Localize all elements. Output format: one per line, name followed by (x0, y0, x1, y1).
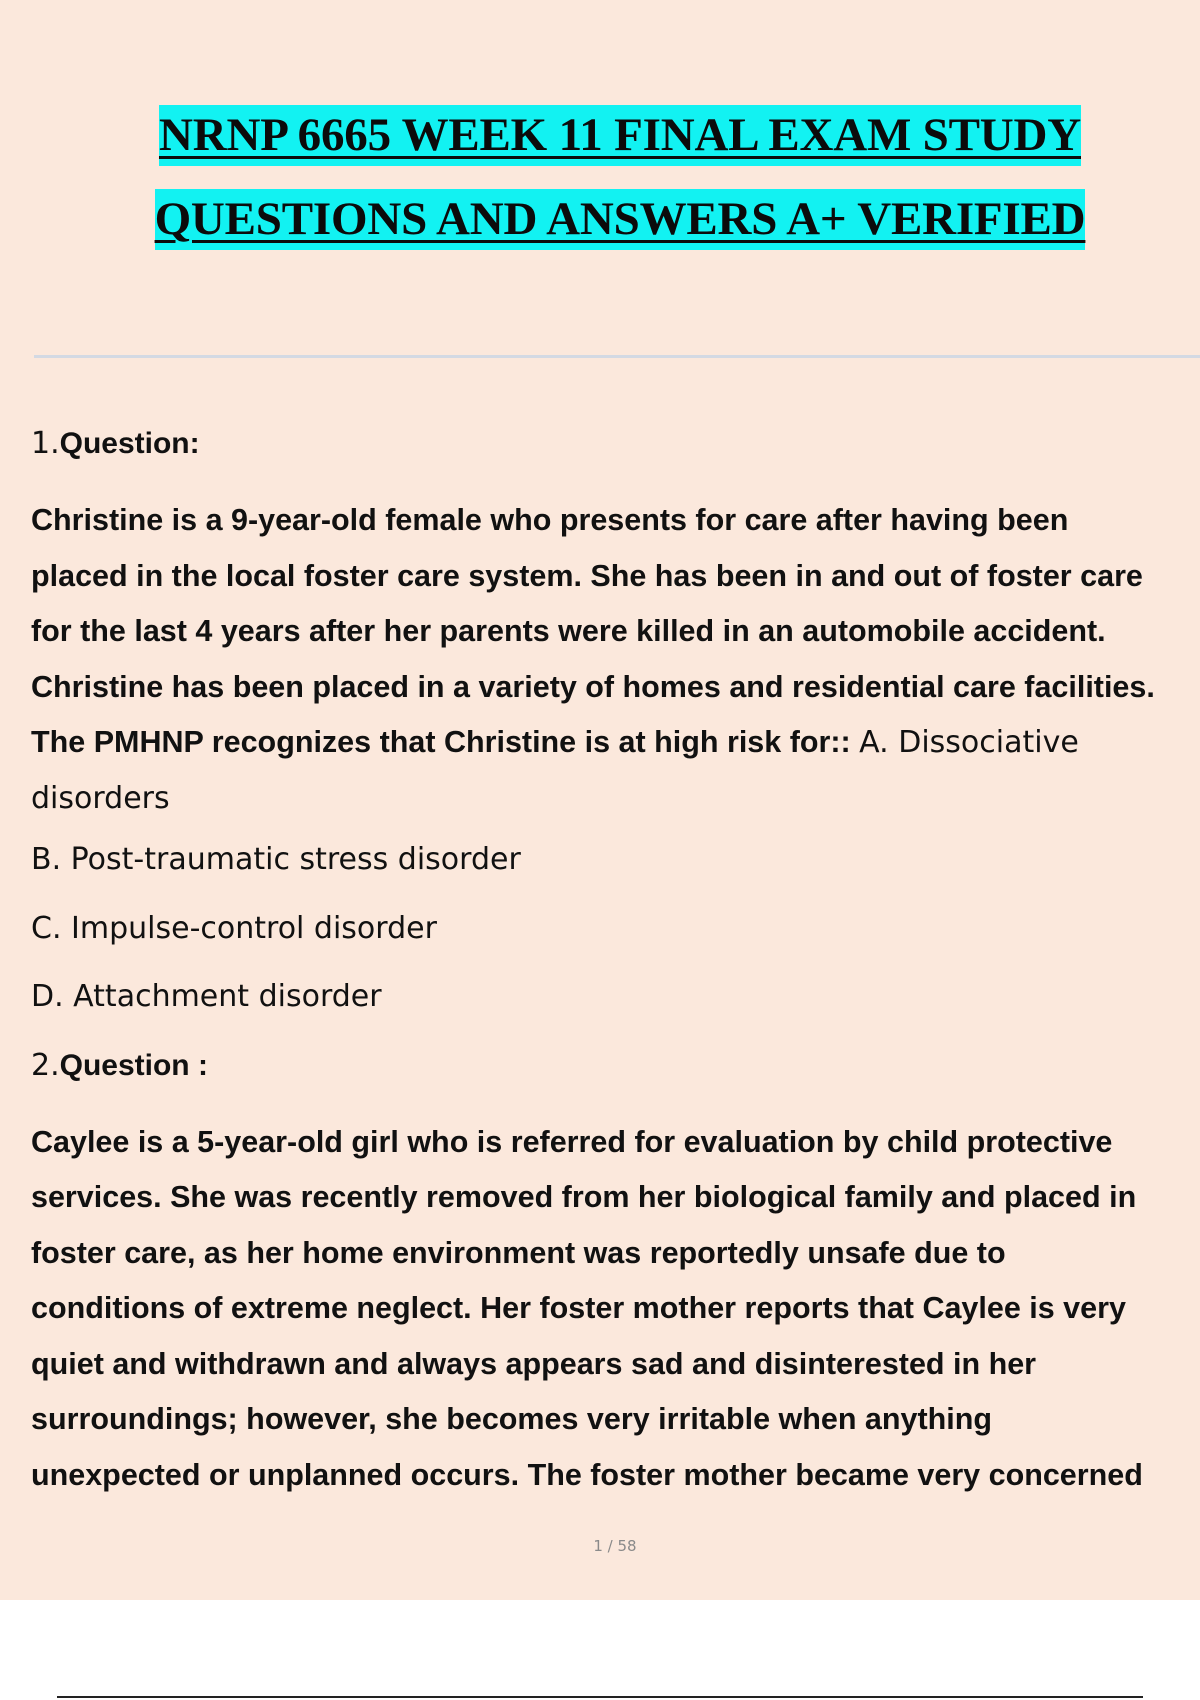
stem-line: unexpected or unplanned occurs. The foster mother became very concerned (31, 1457, 1143, 1492)
option-d: D. Attachment disorder (31, 979, 382, 1014)
stem-line (31, 715, 1200, 771)
stem-line: services. She was recently removed from her biological family and placed in (31, 1180, 1137, 1214)
stem-line: for the last 4 years after her parents were killed in an automobile accident. (31, 614, 1106, 648)
question-number: 2. (31, 1047, 60, 1083)
stem-prompt: The PMHNP recognizes that Christine is at high risk for:: (31, 725, 851, 759)
question-number: 1. (31, 426, 60, 461)
question-1-stem (31, 493, 1200, 826)
option-a-continued: disorders (31, 780, 170, 816)
stem-line: foster care, as her home environment was reportedly unsafe due to (31, 1235, 1006, 1270)
option-c: C. Impulse-control disorder (31, 910, 437, 946)
stem-line: Caylee is a 5-year-old girl who is referred for evaluation by child protective (31, 1124, 1113, 1159)
stem-line: quiet and withdrawn and always appears sad and disinterested in her (31, 1346, 1037, 1381)
stem-line: surroundings; however, she becomes very irritable when anything (31, 1402, 993, 1436)
stem-line: Christine is a 9-year-old female who presents for care after having been (31, 503, 1069, 537)
option-a: A. Dissociative (859, 725, 1079, 760)
footer-rule (57, 1696, 1143, 1698)
question-label: Question: (59, 427, 200, 460)
horizontal-divider (34, 355, 1200, 358)
question-2-heading (31, 1044, 1200, 1099)
question-1-heading (31, 422, 1200, 477)
stem-line: placed in the local foster care system. She has been in and out of foster care (31, 558, 1143, 593)
document-title-line-2: QUESTIONS AND ANSWERS A+ VERIFIED (0, 192, 1200, 246)
option-b: B. Post-traumatic stress disorder (31, 842, 521, 877)
question-list (31, 422, 1200, 1515)
page-indicator: 1 / 58 (593, 1537, 637, 1555)
question-label: Question : (59, 1048, 208, 1082)
document-title-line-1: NRNP 6665 WEEK 11 FINAL EXAM STUDY (0, 108, 1200, 162)
question-2-stem (31, 1115, 1200, 1504)
stem-line: conditions of extreme neglect. Her foster mother reports that Caylee is very (31, 1291, 1126, 1325)
stem-line: Christine has been placed in a variety of homes and residential care facilities. (31, 669, 1155, 704)
